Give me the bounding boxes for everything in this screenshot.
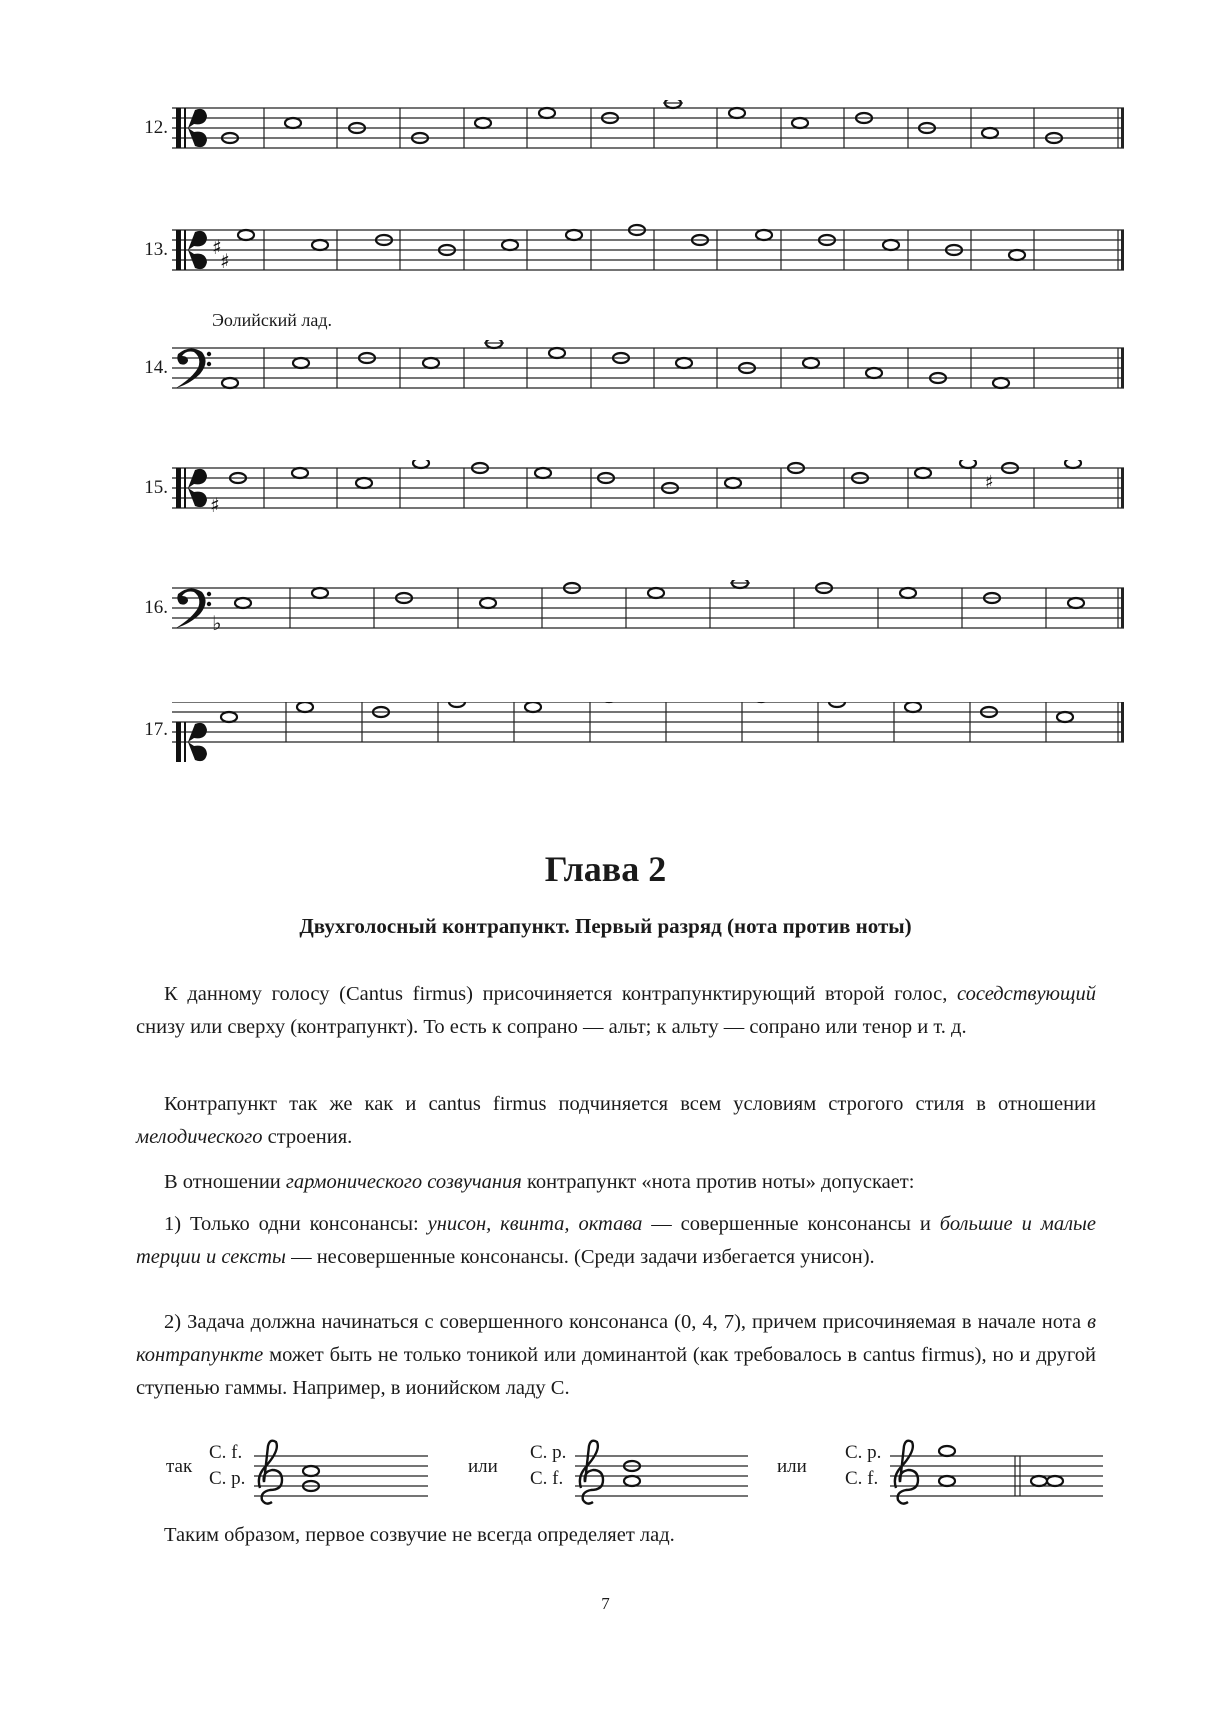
paragraph-4: 1) Только одни консонансы: унисон, квинта, октава — совершенные консонансы и большие и малые терции и сексты — несовершенные консонансы. (Среди задачи избегается унисон). [136, 1213, 1097, 1268]
staff-number: 14. [144, 357, 168, 378]
paragraph-1: К данному голосу (Cantus firmus) присочиняется контрапунктирующий второй голос, соседствующий снизу или сверху (контрапункт). То есть к сопрано — альт; к альту — сопрано или тенор и т. д. [136, 983, 1096, 1038]
example-3-top: C. p. [845, 1442, 882, 1463]
music-staff [0, 702, 1211, 792]
staff-number: 13. [144, 239, 168, 260]
staff-12 [0, 100, 1211, 180]
paragraph-5: 2) Задача должна начинаться с совершенного консонанса (0, 4, 7), причем присочиняемая в начале нота в контрапункте может быть не только тоникой или доминантой (как требовалось в cantus firmus), но и другой ступенью гаммы. Например, в ионийском ладу С. [136, 1311, 1096, 1399]
example-ili-1: или [468, 1456, 498, 1477]
staff-13 [0, 222, 1211, 302]
example-3-bottom: C. f. [845, 1468, 879, 1489]
music-staff [0, 100, 1211, 180]
music-staff [0, 460, 1211, 540]
chapter-subtitle: Двухголосный контрапункт. Первый разряд (нота против ноты) [299, 914, 912, 938]
svg-text:♯: ♯ [220, 249, 230, 273]
staff-number: 12. [144, 117, 168, 138]
paragraph-2: Контрапункт так же как и cantus firmus подчиняется всем условиям строгого стиля в отношении мелодического строения. [136, 1093, 1096, 1148]
example-ili-2: или [777, 1456, 807, 1477]
mode-label: Эолийский лад. [212, 310, 333, 330]
staff-17 [0, 702, 1211, 782]
music-staff [0, 340, 1211, 420]
example-1-top: C. f. [209, 1442, 243, 1463]
staff-number: 15. [144, 477, 168, 498]
staff-14 [0, 340, 1211, 420]
example-2-top: C. p. [530, 1442, 567, 1463]
example-2-bottom: C. f. [530, 1468, 564, 1489]
key-signature-sharp: ♯ [210, 493, 220, 517]
staff-16 [0, 580, 1211, 660]
svg-text:♯: ♯ [985, 472, 994, 493]
music-staff [0, 580, 1211, 660]
staff-number: 16. [144, 597, 168, 618]
staff-number: 17. [144, 719, 168, 740]
paragraph-6: Таким образом, первое созвучие не всегда определяет лад. [164, 1524, 675, 1546]
staff-15 [0, 460, 1211, 540]
example-tak: так [166, 1456, 193, 1477]
treble-clef-icon [259, 1441, 282, 1504]
page-number: 7 [601, 1594, 610, 1613]
music-staff [0, 222, 1211, 302]
key-signature-sharps: ♯ [212, 235, 222, 259]
example-1-bottom: C. p. [209, 1468, 246, 1489]
key-signature-flat: ♭ [212, 611, 222, 635]
music-examples [0, 1436, 1211, 1506]
treble-clef-icon [580, 1441, 603, 1504]
paragraph-3: В отношении гармонического созвучания контрапункт «нота против ноты» допускает: [164, 1171, 915, 1193]
chapter-title: Глава 2 [544, 849, 667, 889]
treble-clef-icon [895, 1441, 918, 1504]
